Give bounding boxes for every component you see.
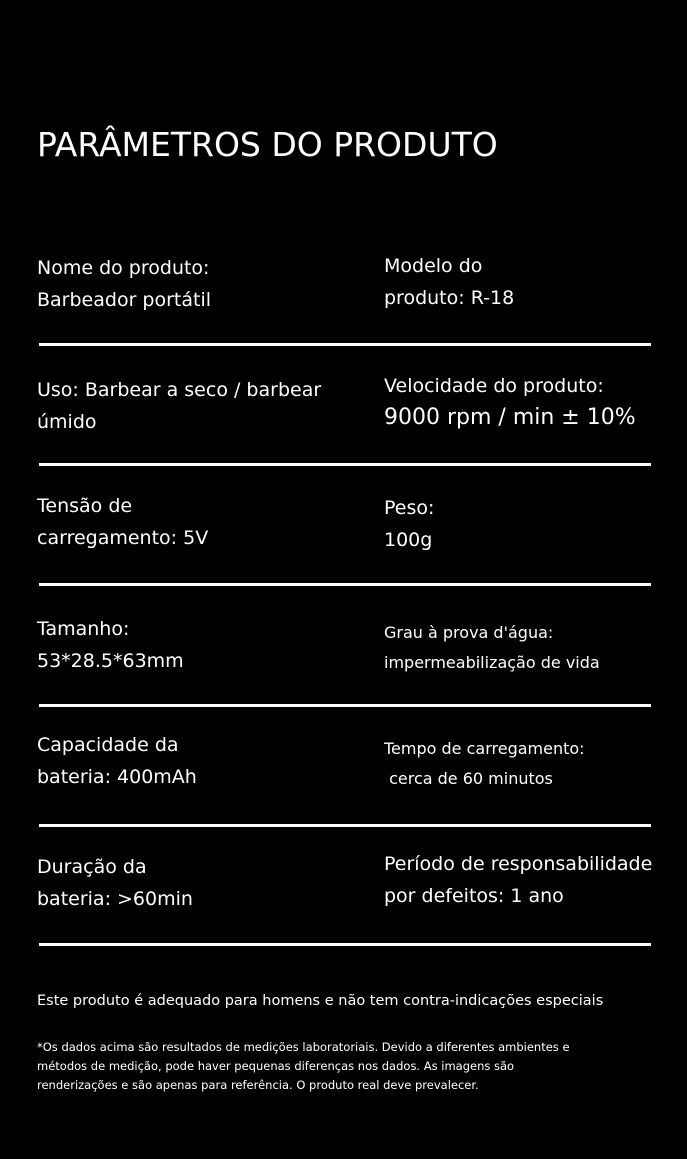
param-waterproof <box>384 618 600 678</box>
row-divider <box>39 583 651 586</box>
param-label: Nome do produto: <box>37 257 210 279</box>
row-divider <box>39 704 651 707</box>
param-product-name <box>37 252 211 316</box>
param-value: impermeabilização de vida <box>384 653 600 672</box>
param-value: 53*28.5*63mm <box>37 650 184 672</box>
param-label: Tensão de <box>37 495 133 517</box>
disclaimer-line: renderizações e são apenas para referência. O produto real deve prevalecer. <box>37 1078 479 1092</box>
page-title: PARÂMETROS DO PRODUTO <box>37 125 498 164</box>
disclaimer <box>37 1038 637 1095</box>
param-label: Peso: <box>384 497 435 519</box>
param-label: Período de responsabilidade <box>384 853 653 875</box>
param-label: Tamanho: <box>37 618 130 640</box>
param-value: bateria: >60min <box>37 888 193 910</box>
param-value: cerca de 60 minutos <box>384 769 553 788</box>
param-value: bateria: 400mAh <box>37 766 197 788</box>
param-weight <box>384 492 434 556</box>
param-label: Capacidade da <box>37 734 179 756</box>
disclaimer-line: métodos de medição, pode haver pequenas diferenças nos dados. As imagens são <box>37 1059 515 1073</box>
param-model <box>384 250 514 314</box>
row-divider <box>39 343 651 346</box>
row-divider <box>39 824 651 827</box>
param-size <box>37 613 184 677</box>
param-battery-duration <box>37 851 193 915</box>
param-label: Duração da <box>37 856 147 878</box>
param-charging-time <box>384 734 585 794</box>
param-value: por defeitos: 1 ano <box>384 885 564 907</box>
param-label: Modelo do <box>384 255 483 277</box>
param-value: 9000 rpm / min ± 10% <box>384 405 636 430</box>
param-value: úmido <box>37 411 97 433</box>
param-battery-capacity <box>37 729 197 793</box>
param-value: Barbeador portátil <box>37 289 212 311</box>
param-usage <box>37 374 321 438</box>
param-value: produto: R-18 <box>384 287 515 309</box>
param-label: Grau à prova d'água: <box>384 623 554 642</box>
param-speed <box>384 370 636 434</box>
param-label: Velocidade do produto: <box>384 375 604 397</box>
param-label: Tempo de carregamento: <box>384 739 585 758</box>
disclaimer-line: *Os dados acima são resultados de medições laboratoriais. Devido a diferentes ambientes e <box>37 1040 570 1054</box>
param-value: carregamento: 5V <box>37 527 209 549</box>
param-value: 100g <box>384 529 433 551</box>
row-divider <box>39 463 651 466</box>
row-divider <box>39 943 651 946</box>
param-label: Uso: Barbear a seco / barbear <box>37 379 322 401</box>
param-warranty <box>384 848 652 912</box>
suitability-note: Este produto é adequado para homens e não tem contra-indicações especiais <box>37 993 604 1009</box>
param-charging-voltage <box>37 490 208 554</box>
